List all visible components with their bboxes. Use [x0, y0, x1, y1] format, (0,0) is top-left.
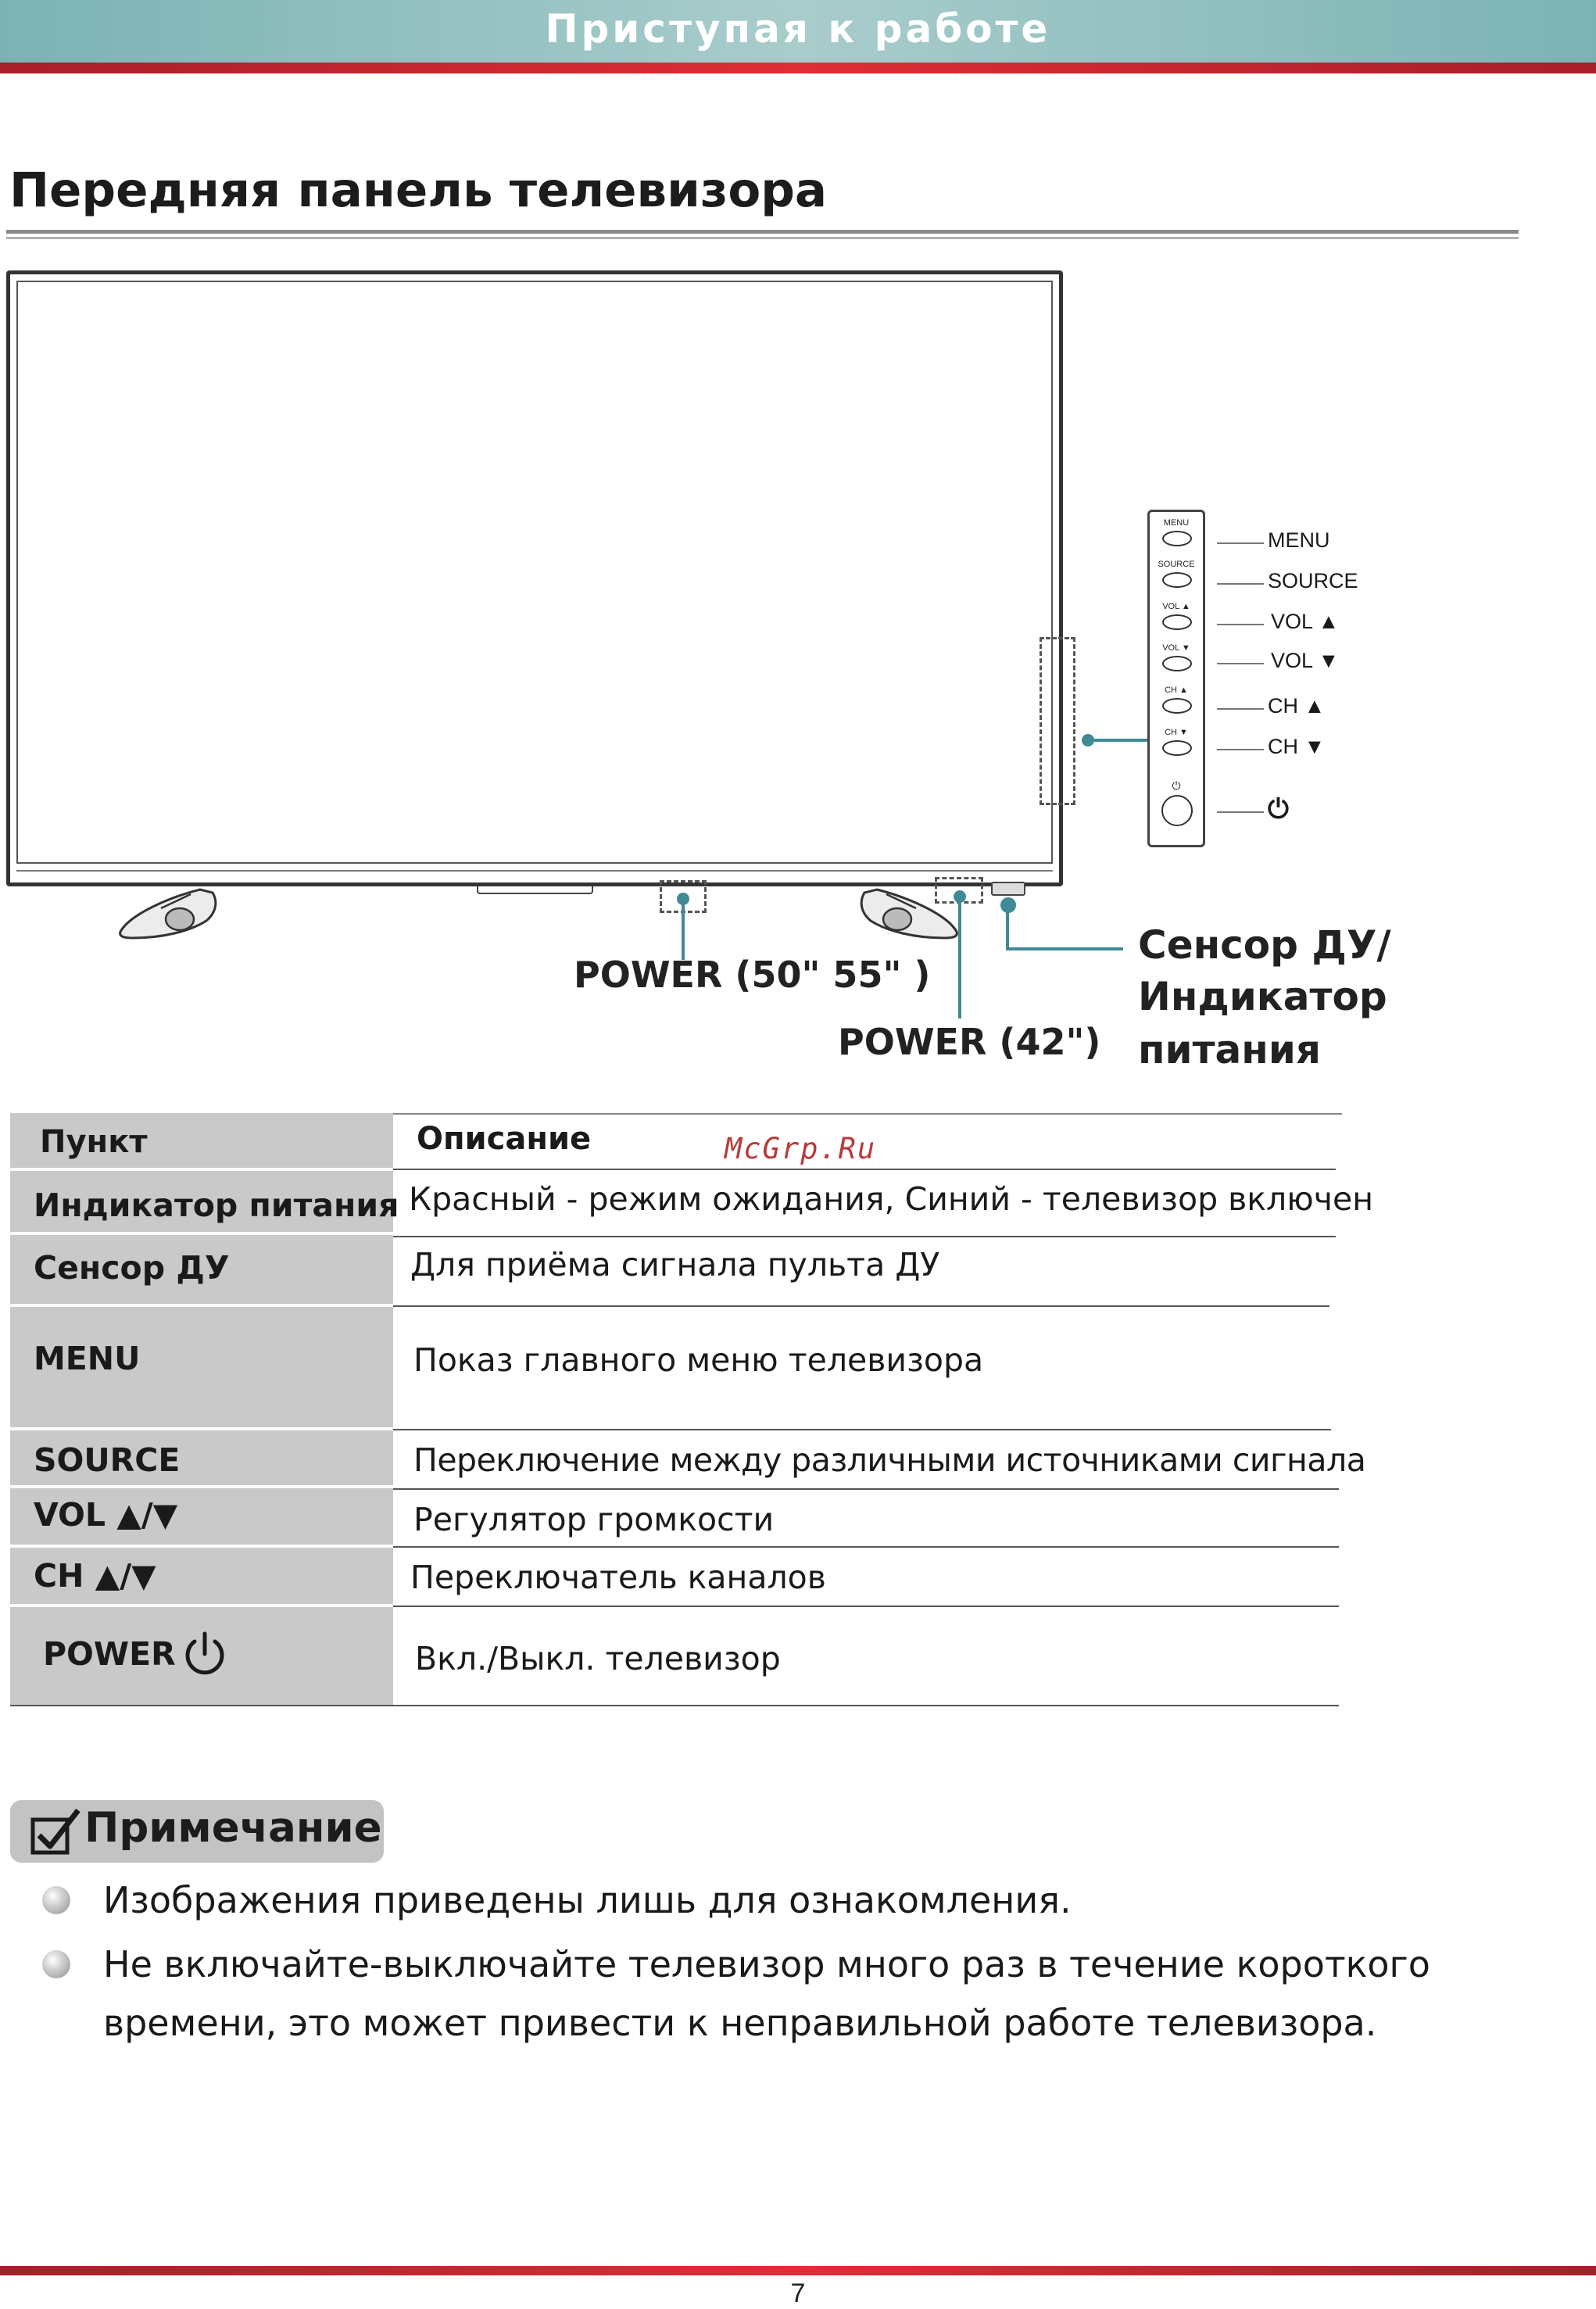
sensor-dot — [1000, 897, 1016, 913]
note-item-line2: времени, это может привести к неправильной работе телевизора. — [103, 2002, 1377, 2044]
label-vol-down: VOL ▼ — [1271, 649, 1340, 672]
table-row-rule — [393, 1606, 1339, 1607]
callout-power-42: POWER (42") — [838, 1021, 1101, 1063]
section-title: Приступая к работе — [545, 6, 1051, 52]
note-item: Изображения приведены лишь для ознакомления. — [103, 1879, 1072, 1921]
label-line-vol-down — [1217, 663, 1264, 664]
table-row-rule — [393, 1546, 1339, 1548]
title-rule-secondary — [6, 237, 1519, 239]
power-42-connector — [958, 901, 961, 1018]
table-bottom-rule — [10, 1705, 1339, 1706]
table-row-description: Для приёма сигнала пульта ДУ — [410, 1246, 940, 1283]
checkbox-icon — [28, 1806, 84, 1857]
table-row-item: POWER — [43, 1635, 176, 1673]
table-row-item: SOURCE — [34, 1441, 181, 1479]
label-line-source — [1217, 583, 1264, 585]
tv-body — [6, 270, 1063, 886]
table-row-description: Переключение между различными источниками сигнала — [413, 1441, 1366, 1479]
table-header-description: Описание — [417, 1121, 592, 1157]
panel-menu-button — [1162, 531, 1192, 546]
table-row-description: Красный - режим ожидания, Синий - телевизор включен — [409, 1180, 1374, 1218]
table-power-icon — [182, 1631, 227, 1677]
panel-vol-down-tiny-label: VOL ▼ — [1162, 643, 1190, 653]
label-line-ch-down — [1217, 749, 1264, 750]
tv-bottom-bezel — [16, 870, 1053, 876]
label-line-menu — [1217, 542, 1264, 544]
callout-power-50-55: POWER (50" 55" ) — [574, 954, 931, 996]
side-buttons-marker — [1040, 637, 1075, 805]
label-ch-up: CH ▲ — [1268, 694, 1326, 718]
table-row-rule — [393, 1236, 1336, 1237]
footer-red-stripe — [0, 2266, 1596, 2275]
sensor-connector-vertical — [1006, 911, 1009, 950]
table-row-description: Вкл./Выкл. телевизор — [415, 1640, 781, 1677]
table-header-item: Пункт — [40, 1124, 148, 1160]
callout-sensor-line1: Сенсор ДУ/ — [1138, 922, 1391, 968]
bullet-icon — [42, 1950, 70, 1978]
label-line-power — [1217, 811, 1264, 813]
table-row-description: Показ главного меню телевизора — [413, 1341, 984, 1379]
label-line-vol-up — [1217, 624, 1264, 625]
label-line-ch-up — [1217, 708, 1264, 710]
callout-sensor-line2: Индикатор — [1138, 974, 1387, 1019]
note-item-line1: Не включайте-выключайте телевизор много раз в течение короткого — [103, 1943, 1430, 1985]
controls-table — [10, 1113, 1374, 1705]
label-vol-up: VOL ▲ — [1271, 610, 1340, 633]
tv-stand-foot-left — [114, 883, 224, 940]
table-row-item: Сенсор ДУ — [34, 1249, 230, 1287]
panel-ch-up-button — [1162, 698, 1192, 714]
panel-vol-up-tiny-label: VOL ▲ — [1162, 602, 1190, 611]
tv-screen — [16, 281, 1053, 864]
sensor-housing — [991, 882, 1025, 896]
label-ch-down: CH ▼ — [1268, 735, 1326, 758]
header-red-stripe — [0, 63, 1596, 73]
tv-center-logo-bar — [477, 886, 593, 894]
side-buttons-connector — [1093, 739, 1147, 742]
panel-ch-down-button — [1162, 740, 1192, 756]
panel-power-button — [1161, 795, 1193, 826]
panel-vol-up-button — [1162, 614, 1192, 630]
note-title: Примечание — [84, 1804, 382, 1852]
table-row-description: Переключатель каналов — [410, 1559, 826, 1596]
panel-menu-tiny-label: MENU — [1163, 518, 1190, 528]
watermark: McGrp.Ru — [725, 1132, 877, 1165]
table-row-item: Индикатор питания — [34, 1187, 399, 1224]
table-row-item: CH ▲/▼ — [34, 1557, 156, 1595]
page-title: Передняя панель телевизора — [9, 163, 828, 218]
panel-ch-up-tiny-label: CH ▲ — [1165, 686, 1188, 695]
callout-sensor-line3: питания — [1138, 1027, 1321, 1072]
table-row-rule — [393, 1305, 1329, 1307]
title-rule — [6, 230, 1519, 234]
label-menu: MENU — [1268, 528, 1330, 552]
panel-vol-down-button — [1162, 656, 1192, 671]
table-row-rule — [393, 1169, 1336, 1170]
side-control-panel — [1147, 510, 1205, 847]
table-row-item: MENU — [34, 1340, 141, 1377]
sensor-connector-horizontal — [1006, 947, 1123, 950]
page-number: 7 — [790, 2279, 806, 2308]
table-row-rule — [393, 1429, 1331, 1430]
panel-source-button — [1162, 572, 1192, 588]
table-row-description: Регулятор громкости — [413, 1501, 775, 1538]
table-row-rule — [393, 1488, 1339, 1490]
panel-ch-down-tiny-label: CH ▼ — [1165, 728, 1188, 737]
power-icon: ⏻ — [1268, 794, 1289, 824]
table-row-item: VOL ▲/▼ — [34, 1496, 178, 1534]
panel-source-tiny-label: SOURCE — [1158, 560, 1195, 569]
panel-power-tiny-icon: ⏻ — [1172, 779, 1181, 792]
bullet-icon — [42, 1886, 70, 1914]
label-source: SOURCE — [1268, 569, 1358, 592]
table-top-rule — [393, 1113, 1342, 1115]
power-50-55-connector — [682, 904, 685, 960]
